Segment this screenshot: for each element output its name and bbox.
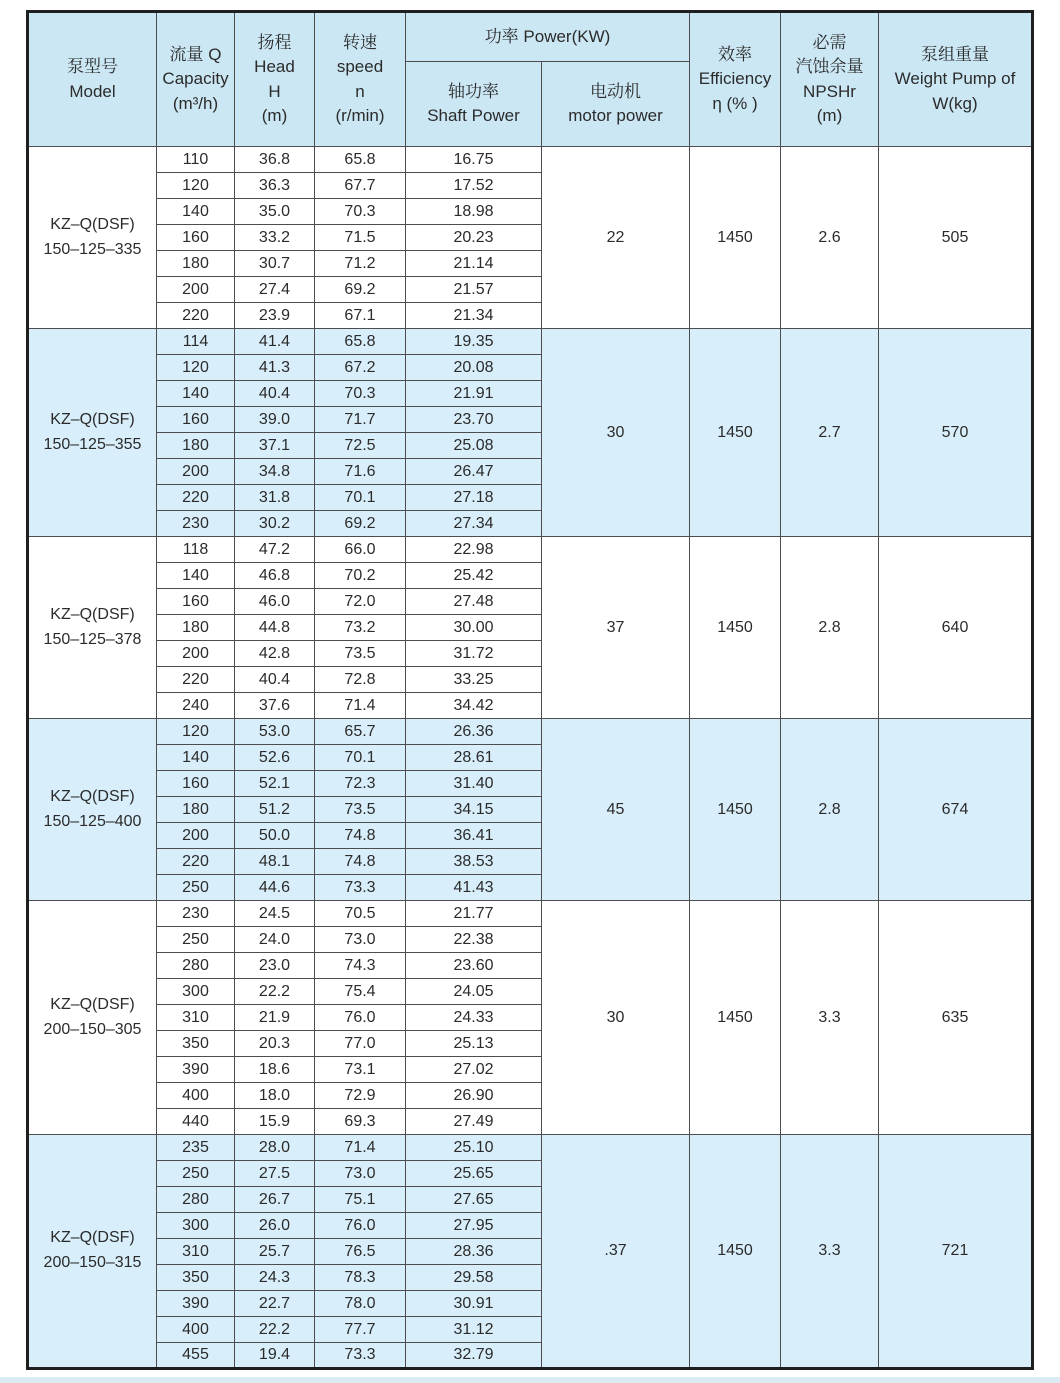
shaft-power-cell: 25.10 (406, 1135, 542, 1161)
model-cell: KZ–Q(DSF) 150–125–355 (28, 329, 157, 537)
weight-cell: 505 (879, 147, 1033, 329)
model-cell: KZ–Q(DSF) 150–125–335 (28, 147, 157, 329)
capacity-cell: 140 (157, 563, 235, 589)
speed-cell: 72.8 (315, 667, 406, 693)
speed-cell: 73.0 (315, 1161, 406, 1187)
head-cell: 41.3 (235, 355, 315, 381)
capacity-cell: 250 (157, 927, 235, 953)
speed-cell: 76.0 (315, 1213, 406, 1239)
head-cell: 25.7 (235, 1239, 315, 1265)
speed-cell: 65.8 (315, 329, 406, 355)
weight-cell: 721 (879, 1135, 1033, 1369)
weight-cell: 635 (879, 901, 1033, 1135)
header-cell-shaft-power: 轴功率 Shaft Power (406, 62, 542, 147)
head-cell: 34.8 (235, 459, 315, 485)
shaft-power-cell: 27.18 (406, 485, 542, 511)
capacity-cell: 280 (157, 953, 235, 979)
shaft-power-cell: 26.36 (406, 719, 542, 745)
capacity-cell: 220 (157, 303, 235, 329)
speed-cell: 67.1 (315, 303, 406, 329)
speed-cell: 76.0 (315, 1005, 406, 1031)
header-cell-motor-power: 电动机 motor power (542, 62, 690, 147)
shaft-power-cell: 41.43 (406, 875, 542, 901)
model-cell: KZ–Q(DSF) 150–125–400 (28, 719, 157, 901)
speed-cell: 67.2 (315, 355, 406, 381)
head-cell: 36.3 (235, 173, 315, 199)
capacity-cell: 310 (157, 1239, 235, 1265)
capacity-cell: 400 (157, 1083, 235, 1109)
weight-cell: 674 (879, 719, 1033, 901)
speed-cell: 65.7 (315, 719, 406, 745)
speed-cell: 73.1 (315, 1057, 406, 1083)
speed-cell: 69.3 (315, 1109, 406, 1135)
head-cell: 24.5 (235, 901, 315, 927)
shaft-power-cell: 21.77 (406, 901, 542, 927)
model-cell: KZ–Q(DSF) 200–150–315 (28, 1135, 157, 1369)
capacity-cell: 160 (157, 589, 235, 615)
head-cell: 24.0 (235, 927, 315, 953)
header-cell-npshr: 必需 汽蚀余量 NPSHr (m) (781, 12, 879, 147)
head-cell: 50.0 (235, 823, 315, 849)
speed-cell: 73.5 (315, 797, 406, 823)
shaft-power-cell: 31.12 (406, 1317, 542, 1343)
npshr-cell: 3.3 (781, 901, 879, 1135)
shaft-power-cell: 27.48 (406, 589, 542, 615)
shaft-power-cell: 28.36 (406, 1239, 542, 1265)
efficiency-cell: 1450 (690, 1135, 781, 1369)
capacity-cell: 118 (157, 537, 235, 563)
shaft-power-cell: 27.95 (406, 1213, 542, 1239)
head-cell: 22.2 (235, 979, 315, 1005)
shaft-power-cell: 25.65 (406, 1161, 542, 1187)
capacity-cell: 140 (157, 381, 235, 407)
capacity-cell: 240 (157, 693, 235, 719)
capacity-cell: 180 (157, 251, 235, 277)
head-cell: 48.1 (235, 849, 315, 875)
speed-cell: 72.9 (315, 1083, 406, 1109)
speed-cell: 73.5 (315, 641, 406, 667)
weight-cell: 640 (879, 537, 1033, 719)
table-row (28, 901, 1033, 927)
shaft-power-cell: 20.08 (406, 355, 542, 381)
efficiency-cell: 1450 (690, 901, 781, 1135)
shaft-power-cell: 28.61 (406, 745, 542, 771)
head-cell: 15.9 (235, 1109, 315, 1135)
shaft-power-cell: 21.34 (406, 303, 542, 329)
shaft-power-cell: 36.41 (406, 823, 542, 849)
head-cell: 26.7 (235, 1187, 315, 1213)
speed-cell: 70.5 (315, 901, 406, 927)
shaft-power-cell: 17.52 (406, 173, 542, 199)
capacity-cell: 230 (157, 901, 235, 927)
npshr-cell: 3.3 (781, 1135, 879, 1369)
table-row (28, 719, 1033, 745)
speed-cell: 77.0 (315, 1031, 406, 1057)
speed-cell: 73.3 (315, 1343, 406, 1369)
capacity-cell: 250 (157, 1161, 235, 1187)
efficiency-cell: 1450 (690, 537, 781, 719)
capacity-cell: 200 (157, 641, 235, 667)
speed-cell: 71.4 (315, 693, 406, 719)
speed-cell: 70.1 (315, 745, 406, 771)
header-cell-speed: 转速 speed n (r/min) (315, 12, 406, 147)
head-cell: 52.1 (235, 771, 315, 797)
head-cell: 41.4 (235, 329, 315, 355)
shaft-power-cell: 20.23 (406, 225, 542, 251)
table-body (28, 147, 1033, 1369)
shaft-power-cell: 30.00 (406, 615, 542, 641)
shaft-power-cell: 23.70 (406, 407, 542, 433)
shaft-power-cell: 26.90 (406, 1083, 542, 1109)
head-cell: 19.4 (235, 1343, 315, 1369)
capacity-cell: 180 (157, 797, 235, 823)
head-cell: 51.2 (235, 797, 315, 823)
motor-power-cell: 30 (542, 901, 690, 1135)
speed-cell: 67.7 (315, 173, 406, 199)
shaft-power-cell: 34.42 (406, 693, 542, 719)
motor-power-cell: .37 (542, 1135, 690, 1369)
speed-cell: 71.4 (315, 1135, 406, 1161)
model-cell: KZ–Q(DSF) 150–125–378 (28, 537, 157, 719)
head-cell: 53.0 (235, 719, 315, 745)
speed-cell: 73.2 (315, 615, 406, 641)
speed-cell: 74.3 (315, 953, 406, 979)
head-cell: 23.9 (235, 303, 315, 329)
capacity-cell: 235 (157, 1135, 235, 1161)
capacity-cell: 200 (157, 277, 235, 303)
table-row (28, 1135, 1033, 1161)
capacity-cell: 160 (157, 771, 235, 797)
head-cell: 46.8 (235, 563, 315, 589)
shaft-power-cell: 21.57 (406, 277, 542, 303)
header-cell-weight: 泵组重量 Weight Pump of W(kg) (879, 12, 1033, 147)
speed-cell: 70.3 (315, 381, 406, 407)
head-cell: 28.0 (235, 1135, 315, 1161)
shaft-power-cell: 33.25 (406, 667, 542, 693)
shaft-power-cell: 23.60 (406, 953, 542, 979)
capacity-cell: 220 (157, 667, 235, 693)
speed-cell: 70.1 (315, 485, 406, 511)
head-cell: 52.6 (235, 745, 315, 771)
pump-spec-table (26, 10, 1034, 1370)
speed-cell: 70.3 (315, 199, 406, 225)
shaft-power-cell: 25.08 (406, 433, 542, 459)
capacity-cell: 280 (157, 1187, 235, 1213)
head-cell: 30.2 (235, 511, 315, 537)
capacity-cell: 390 (157, 1291, 235, 1317)
speed-cell: 66.0 (315, 537, 406, 563)
head-cell: 27.4 (235, 277, 315, 303)
efficiency-cell: 1450 (690, 719, 781, 901)
capacity-cell: 440 (157, 1109, 235, 1135)
shaft-power-cell: 16.75 (406, 147, 542, 173)
capacity-cell: 400 (157, 1317, 235, 1343)
speed-cell: 73.3 (315, 875, 406, 901)
speed-cell: 77.7 (315, 1317, 406, 1343)
head-cell: 44.6 (235, 875, 315, 901)
shaft-power-cell: 27.02 (406, 1057, 542, 1083)
head-cell: 26.0 (235, 1213, 315, 1239)
shaft-power-cell: 21.14 (406, 251, 542, 277)
shaft-power-cell: 18.98 (406, 199, 542, 225)
motor-power-cell: 45 (542, 719, 690, 901)
shaft-power-cell: 31.40 (406, 771, 542, 797)
speed-cell: 74.8 (315, 849, 406, 875)
head-cell: 24.3 (235, 1265, 315, 1291)
head-cell: 30.7 (235, 251, 315, 277)
speed-cell: 78.0 (315, 1291, 406, 1317)
speed-cell: 71.7 (315, 407, 406, 433)
header-cell-efficiency: 效率 Efficiency η (% ) (690, 12, 781, 147)
capacity-cell: 120 (157, 173, 235, 199)
speed-cell: 71.2 (315, 251, 406, 277)
speed-cell: 78.3 (315, 1265, 406, 1291)
speed-cell: 65.8 (315, 147, 406, 173)
head-cell: 20.3 (235, 1031, 315, 1057)
npshr-cell: 2.6 (781, 147, 879, 329)
capacity-cell: 230 (157, 511, 235, 537)
speed-cell: 69.2 (315, 511, 406, 537)
capacity-cell: 250 (157, 875, 235, 901)
speed-cell: 74.8 (315, 823, 406, 849)
speed-cell: 71.6 (315, 459, 406, 485)
shaft-power-cell: 38.53 (406, 849, 542, 875)
shaft-power-cell: 26.47 (406, 459, 542, 485)
header-cell-capacity: 流量 Q Capacity (m³/h) (157, 12, 235, 147)
capacity-cell: 220 (157, 849, 235, 875)
capacity-cell: 120 (157, 355, 235, 381)
npshr-cell: 2.7 (781, 329, 879, 537)
speed-cell: 72.5 (315, 433, 406, 459)
head-cell: 35.0 (235, 199, 315, 225)
npshr-cell: 2.8 (781, 537, 879, 719)
capacity-cell: 160 (157, 225, 235, 251)
shaft-power-cell: 27.34 (406, 511, 542, 537)
speed-cell: 76.5 (315, 1239, 406, 1265)
capacity-cell: 160 (157, 407, 235, 433)
speed-cell: 71.5 (315, 225, 406, 251)
shaft-power-cell: 19.35 (406, 329, 542, 355)
npshr-cell: 2.8 (781, 719, 879, 901)
capacity-cell: 350 (157, 1031, 235, 1057)
table-row (28, 329, 1033, 355)
head-cell: 21.9 (235, 1005, 315, 1031)
speed-cell: 73.0 (315, 927, 406, 953)
head-cell: 18.6 (235, 1057, 315, 1083)
shaft-power-cell: 34.15 (406, 797, 542, 823)
motor-power-cell: 22 (542, 147, 690, 329)
shaft-power-cell: 22.98 (406, 537, 542, 563)
shaft-power-cell: 27.49 (406, 1109, 542, 1135)
head-cell: 40.4 (235, 381, 315, 407)
table-row (28, 537, 1033, 563)
motor-power-cell: 30 (542, 329, 690, 537)
head-cell: 36.8 (235, 147, 315, 173)
capacity-cell: 140 (157, 745, 235, 771)
head-cell: 37.1 (235, 433, 315, 459)
shaft-power-cell: 25.13 (406, 1031, 542, 1057)
head-cell: 27.5 (235, 1161, 315, 1187)
speed-cell: 75.4 (315, 979, 406, 1005)
head-cell: 22.2 (235, 1317, 315, 1343)
head-cell: 33.2 (235, 225, 315, 251)
capacity-cell: 300 (157, 1213, 235, 1239)
header-cell-model: 泵型号 Model (28, 12, 157, 147)
head-cell: 40.4 (235, 667, 315, 693)
head-cell: 47.2 (235, 537, 315, 563)
bottom-edge-strip (0, 1377, 1060, 1383)
speed-cell: 72.0 (315, 589, 406, 615)
capacity-cell: 310 (157, 1005, 235, 1031)
head-cell: 37.6 (235, 693, 315, 719)
capacity-cell: 200 (157, 823, 235, 849)
capacity-cell: 114 (157, 329, 235, 355)
shaft-power-cell: 21.91 (406, 381, 542, 407)
shaft-power-cell: 29.58 (406, 1265, 542, 1291)
header-cell-power-group: 功率 Power(KW) (406, 12, 690, 62)
table-header (28, 12, 1033, 147)
speed-cell: 75.1 (315, 1187, 406, 1213)
capacity-cell: 120 (157, 719, 235, 745)
capacity-cell: 180 (157, 615, 235, 641)
capacity-cell: 350 (157, 1265, 235, 1291)
shaft-power-cell: 30.91 (406, 1291, 542, 1317)
capacity-cell: 180 (157, 433, 235, 459)
shaft-power-cell: 22.38 (406, 927, 542, 953)
speed-cell: 72.3 (315, 771, 406, 797)
efficiency-cell: 1450 (690, 329, 781, 537)
weight-cell: 570 (879, 329, 1033, 537)
capacity-cell: 200 (157, 459, 235, 485)
capacity-cell: 300 (157, 979, 235, 1005)
shaft-power-cell: 27.65 (406, 1187, 542, 1213)
motor-power-cell: 37 (542, 537, 690, 719)
table-row (28, 147, 1033, 173)
head-cell: 18.0 (235, 1083, 315, 1109)
capacity-cell: 220 (157, 485, 235, 511)
capacity-cell: 110 (157, 147, 235, 173)
shaft-power-cell: 31.72 (406, 641, 542, 667)
capacity-cell: 455 (157, 1343, 235, 1369)
header-cell-head: 扬程 Head H (m) (235, 12, 315, 147)
shaft-power-cell: 24.05 (406, 979, 542, 1005)
shaft-power-cell: 24.33 (406, 1005, 542, 1031)
capacity-cell: 140 (157, 199, 235, 225)
head-cell: 44.8 (235, 615, 315, 641)
head-cell: 39.0 (235, 407, 315, 433)
model-cell: KZ–Q(DSF) 200–150–305 (28, 901, 157, 1135)
head-cell: 42.8 (235, 641, 315, 667)
head-cell: 31.8 (235, 485, 315, 511)
head-cell: 23.0 (235, 953, 315, 979)
head-cell: 22.7 (235, 1291, 315, 1317)
shaft-power-cell: 32.79 (406, 1343, 542, 1369)
efficiency-cell: 1450 (690, 147, 781, 329)
capacity-cell: 390 (157, 1057, 235, 1083)
head-cell: 46.0 (235, 589, 315, 615)
speed-cell: 69.2 (315, 277, 406, 303)
speed-cell: 70.2 (315, 563, 406, 589)
shaft-power-cell: 25.42 (406, 563, 542, 589)
